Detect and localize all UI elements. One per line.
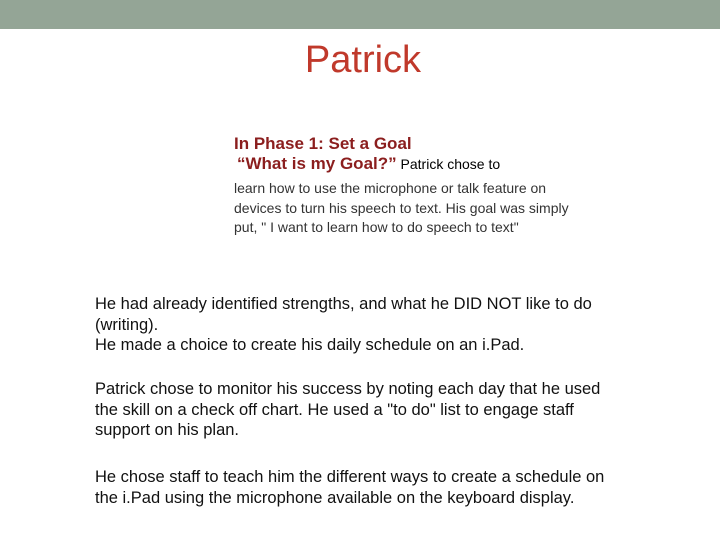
schedule-choice-text: He made a choice to create his daily schedule on an i.Pad. [95, 336, 525, 354]
paragraph-strengths [95, 294, 620, 356]
strengths-text: He had already identified strengths, and what he DID NOT like to do (writing). [95, 295, 592, 334]
slide-title: Patrick [304, 39, 422, 81]
phase-heading: In Phase 1: Set a Goal [234, 134, 412, 153]
goal-question: “What is my Goal?” [237, 154, 397, 173]
goal-line [234, 154, 579, 174]
paragraph-monitoring [95, 379, 620, 441]
staff-text: He chose staff to teach him the different ways to create a schedule on the i.Pad using the microphone available on the keyboard display. [95, 468, 605, 507]
phase-section [234, 133, 579, 238]
goal-lead-text: Patrick chose to [396, 156, 501, 172]
top-accent-band [0, 0, 720, 29]
paragraph-staff [95, 467, 620, 508]
goal-description: learn how to use the microphone or talk feature on devices to turn his speech to text. His goal was simply put, " I want to learn how to do speech to text" [234, 180, 569, 235]
monitoring-text: Patrick chose to monitor his success by noting each day that he used the skill on a check off chart. He used a "to do" list to engage staff support on his plan. [95, 380, 601, 439]
